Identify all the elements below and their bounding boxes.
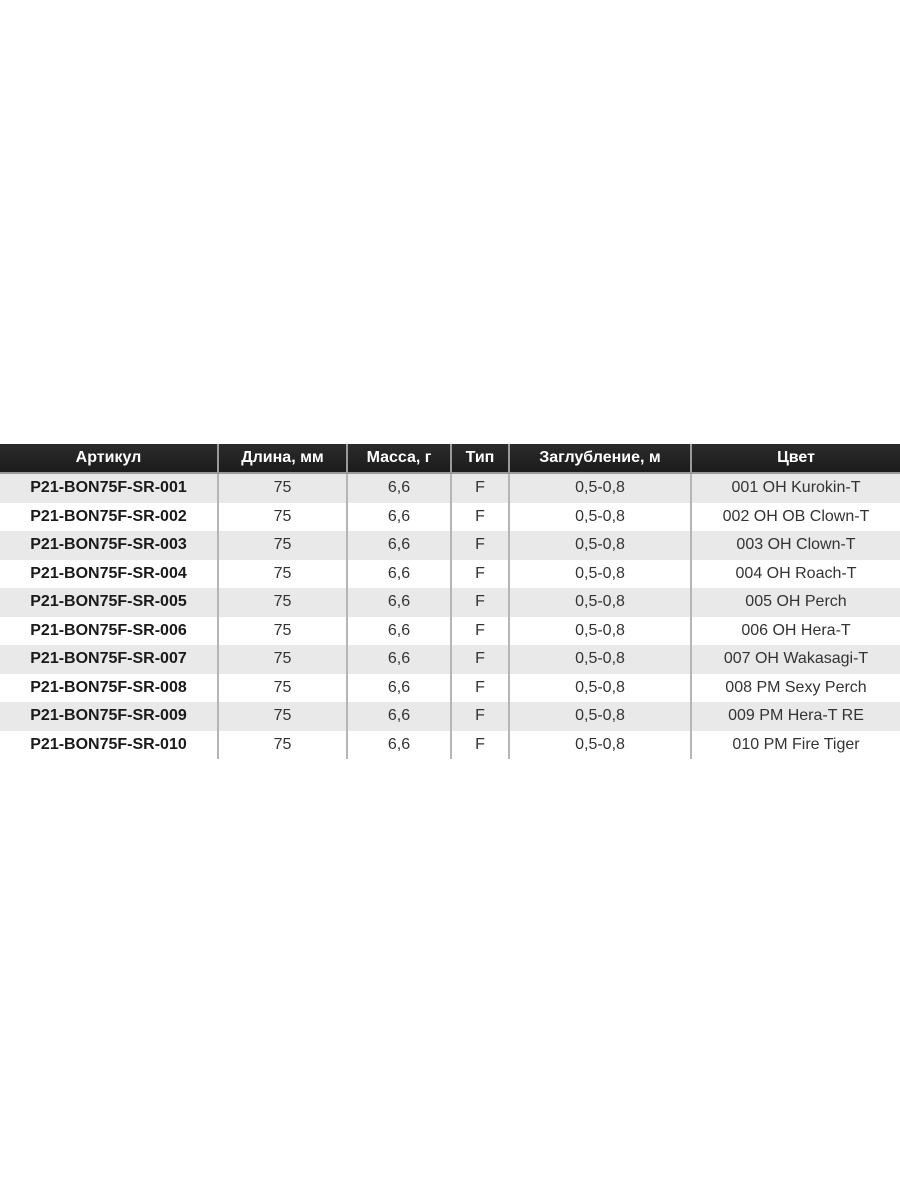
cell-type: F — [451, 674, 509, 703]
cell-weight: 6,6 — [347, 503, 451, 532]
table-row — [0, 731, 900, 760]
header-weight: Масса, г — [347, 444, 451, 473]
cell-article: P21-BON75F-SR-003 — [0, 531, 218, 560]
cell-length: 75 — [218, 531, 347, 560]
cell-weight: 6,6 — [347, 588, 451, 617]
header-type: Тип — [451, 444, 509, 473]
header-depth: Заглубление, м — [509, 444, 691, 473]
table-row — [0, 473, 900, 503]
cell-article: P21-BON75F-SR-006 — [0, 617, 218, 646]
cell-depth: 0,5-0,8 — [509, 645, 691, 674]
cell-type: F — [451, 645, 509, 674]
cell-color: 008 PM Sexy Perch — [691, 674, 900, 703]
cell-color: 010 PM Fire Tiger — [691, 731, 900, 760]
cell-weight: 6,6 — [347, 674, 451, 703]
table-row — [0, 560, 900, 589]
cell-article: P21-BON75F-SR-007 — [0, 645, 218, 674]
cell-length: 75 — [218, 473, 347, 503]
table-row — [0, 531, 900, 560]
cell-length: 75 — [218, 503, 347, 532]
cell-color: 007 OH Wakasagi-T — [691, 645, 900, 674]
cell-depth: 0,5-0,8 — [509, 674, 691, 703]
cell-color: 002 OH OB Clown-T — [691, 503, 900, 532]
cell-color: 004 OH Roach-T — [691, 560, 900, 589]
cell-length: 75 — [218, 617, 347, 646]
header-row — [0, 444, 900, 473]
cell-article: P21-BON75F-SR-001 — [0, 473, 218, 503]
cell-weight: 6,6 — [347, 617, 451, 646]
table-row — [0, 588, 900, 617]
cell-color: 001 OH Kurokin-T — [691, 473, 900, 503]
cell-type: F — [451, 731, 509, 760]
cell-depth: 0,5-0,8 — [509, 588, 691, 617]
cell-weight: 6,6 — [347, 702, 451, 731]
cell-color: 005 OH Perch — [691, 588, 900, 617]
cell-depth: 0,5-0,8 — [509, 560, 691, 589]
cell-length: 75 — [218, 702, 347, 731]
cell-depth: 0,5-0,8 — [509, 531, 691, 560]
cell-weight: 6,6 — [347, 531, 451, 560]
cell-article: P21-BON75F-SR-002 — [0, 503, 218, 532]
cell-type: F — [451, 473, 509, 503]
header-length: Длина, мм — [218, 444, 347, 473]
cell-weight: 6,6 — [347, 731, 451, 760]
cell-length: 75 — [218, 588, 347, 617]
table-row — [0, 503, 900, 532]
table-row — [0, 702, 900, 731]
cell-depth: 0,5-0,8 — [509, 702, 691, 731]
cell-length: 75 — [218, 560, 347, 589]
cell-type: F — [451, 702, 509, 731]
cell-length: 75 — [218, 731, 347, 760]
cell-article: P21-BON75F-SR-005 — [0, 588, 218, 617]
cell-depth: 0,5-0,8 — [509, 503, 691, 532]
cell-color: 006 OH Hera-T — [691, 617, 900, 646]
cell-article: P21-BON75F-SR-004 — [0, 560, 218, 589]
cell-type: F — [451, 503, 509, 532]
cell-depth: 0,5-0,8 — [509, 617, 691, 646]
cell-article: P21-BON75F-SR-009 — [0, 702, 218, 731]
cell-type: F — [451, 560, 509, 589]
cell-weight: 6,6 — [347, 645, 451, 674]
cell-type: F — [451, 588, 509, 617]
cell-depth: 0,5-0,8 — [509, 473, 691, 503]
cell-color: 003 OH Clown-T — [691, 531, 900, 560]
cell-length: 75 — [218, 674, 347, 703]
cell-depth: 0,5-0,8 — [509, 731, 691, 760]
cell-article: P21-BON75F-SR-008 — [0, 674, 218, 703]
cell-weight: 6,6 — [347, 473, 451, 503]
cell-weight: 6,6 — [347, 560, 451, 589]
header-article: Артикул — [0, 444, 218, 473]
spec-table — [0, 444, 900, 759]
table-row — [0, 645, 900, 674]
header-color: Цвет — [691, 444, 900, 473]
cell-article: P21-BON75F-SR-010 — [0, 731, 218, 760]
table-row — [0, 617, 900, 646]
table-row — [0, 674, 900, 703]
cell-type: F — [451, 617, 509, 646]
table-body — [0, 473, 900, 759]
cell-color: 009 PM Hera-T RE — [691, 702, 900, 731]
cell-type: F — [451, 531, 509, 560]
cell-length: 75 — [218, 645, 347, 674]
